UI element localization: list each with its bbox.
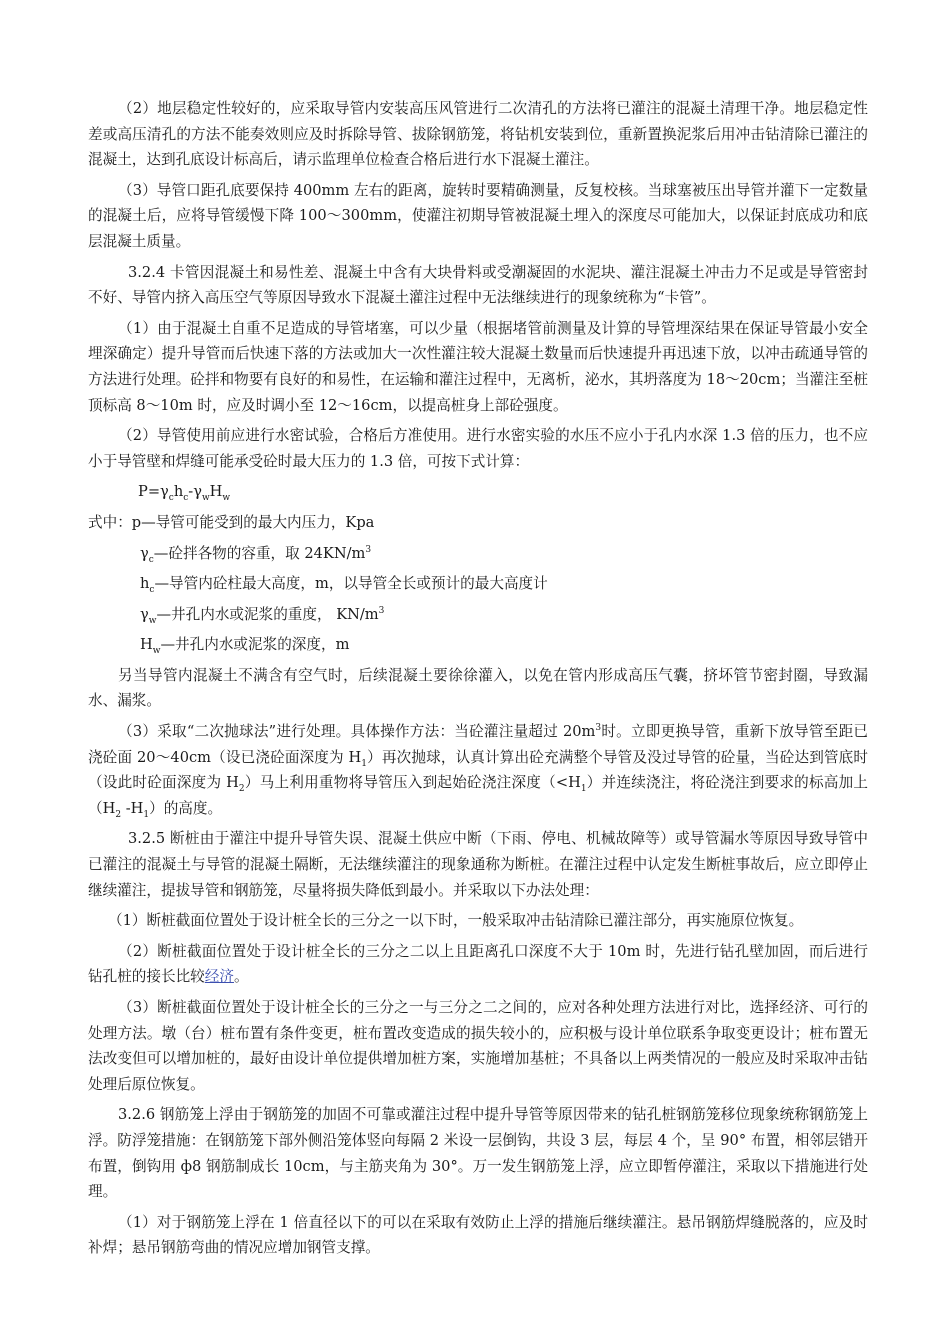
paragraph-clearing-method: （2）地层稳定性较好的，应采取导管内安装高压风管进行二次清孔的方法将已灌注的混凝土清理干净。地层稳定性差或高压清孔的方法不能奏效则应及时拆除导管、拔除钢筋笼，将钻机安装到位，重新置换泥浆后用冲击钻清除已灌注的混凝土，达到孔底设计标高后，请示监理单位检查合格后进行水下混凝土灌注。	[88, 100, 868, 169]
paragraph-conduit-distance: （3）导管口距孔底要保持 400mm 左右的距离，旋转时要精确测量，反复校核。当球塞被压出导管并灌下一定数量的混凝土后，应将导管缓慢下降 100～300mm，使灌注初期导管被混凝土埋入的深度尽可能加大，以保证封底成功和底层混凝土质量。	[88, 181, 868, 250]
paragraph-broken-pile-2: （2）断桩截面位置处于设计桩全长的三分之二以上且距离孔口深度不大于 10m 时，先进行钻孔壁加固，而后进行钻孔桩的接长比较经济。	[88, 942, 868, 986]
definition-hc: $h_c—$导管内砼柱最大高度，m，以导管全长或预计的最大高度计	[140, 575, 548, 595]
formula-where-line: 式中：p—导管可能受到的最大内压力，Kpa	[88, 513, 375, 531]
paragraph-broken-pile-3: （3）断桩截面位置处于设计桩全长的三分之一与三分之二之间的，应对各种处理方法进行对比，选择经济、可行的处理方法。墩（台）桩布置有条件变更，桩布置改变造成的损失较小的，应积极与设计单位联系争取变更设计；桩布置无法改变但可以增加桩的，最好由设计单位提供增加桩方案，实施增加基桩；不具备以上两类情况的一般应及时采取冲击钻处理后原位恢复。	[88, 999, 868, 1093]
section-3-2-6-cage-floating: 3.2.6 钢筋笼上浮由于钢筋笼的加固不可靠或灌注过程中提升导管等原因带来的钻孔桩钢筋笼移位现象统称钢筋笼上浮。防浮笼措施：在钢筋笼下部外侧沿笼体竖向每隔 2 米设一层倒钩，共设 3 层，每层 4 个，呈 90° 布置，相邻层错开布置，倒钩用 ф8 钢筋制成长 10cm，与主筋夹角为 30°。万一发生钢筋笼上浮，应立即暂停灌注，采取以下措施进行处理。	[88, 1106, 868, 1201]
definition-hw: $H_w—$井孔内水或泥浆的深度，m	[140, 636, 350, 657]
paragraph-air-in-conduit: 另当导管内混凝土不满含有空气时，后续混凝土要徐徐灌入，以免在管内形成高压气囊，挤坏管节密封圈，导致漏水、漏浆。	[88, 666, 868, 710]
definition-gamma-w: $\gamma_w—$井孔内水或泥浆的重度， $KN/m^3$	[140, 605, 385, 626]
paragraph-watertight-test: （2）导管使用前应进行水密试验，合格后方准使用。进行水密实验的水压不应小于孔内水深 1.3 倍的压力，也不应小于导管壁和焊缝可能承受砼时最大压力的 1.3 倍，可按下式计算：	[88, 427, 868, 470]
pressure-formula: $P=\gamma_ch_c-\gamma_wH_w$	[138, 483, 231, 504]
paragraph-blockage-remedy-1: （1）由于混凝土自重不足造成的导管堵塞，可以少量（根据堵管前测量及计算的导管埋深结果在保证导管最小安全埋深确定）提升导管而后快速下落的方法或加大一次性灌注较大混凝土数量而后快速提升再迅速下放，以冲击疏通导管的方法进行处理。砼拌和物要有良好的和易性，在运输和灌注过程中，无离析，泌水，其坍落度为 18～20cm；当灌注至桩顶标高 8～10m 时，应及时调小至 12～16cm，以提高桩身上部砼强度。	[88, 319, 868, 414]
definition-gamma-c: $\gamma_c—$砼拌各物的容重，取 $24KN/m^3$	[140, 544, 372, 565]
paragraph-cage-floating-1: （1）对于钢筋笼上浮在 1 倍直径以下的可以在采取有效防止上浮的措施后继续灌注。悬吊钢筋焊缝脱落的，应及时补焊；悬吊钢筋弯曲的情况应增加钢管支撑。	[88, 1213, 868, 1257]
document-page	[88, 96, 868, 1266]
economy-link[interactable]: 经济	[204, 968, 234, 986]
paragraph-broken-pile-1: （1）断桩截面位置处于设计桩全长的三分之一以下时，一般采取冲击钻清除已灌注部分，再实施原位恢复。	[108, 912, 804, 930]
section-3-2-5-broken-pile: 3.2.5 断桩由于灌注中提升导管失误、混凝土供应中断（下雨、停电、机械故障等）或导管漏水等原因导致导管中已灌注的混凝土与导管的混凝土隔断，无法继续灌注的现象通称为断桩。在灌注过程中认定发生断桩事故后，应立即停止继续灌注，提拔导管和钢筋笼，尽量将损失降低到最小。并采取以下办法处理：	[88, 830, 868, 899]
paragraph-second-ball-method: （3）采取“二次抛球法”进行处理。具体操作方法：当砼灌注量超过 $20m^3$时。立即更换导管，重新下放导管至距已浇砼面 20～40cm（设已浇砼面深度为 $H_1$）再次抛球，认真计算出砼充满整个导管及没过导管的砼量，当砼达到管底时（设此时砼面深度为 $H_2$）马上利用重物将导管压入到起始砼浇注深度$(<H_1)$并连续浇注，将砼浇注到要求的标高加上（$H_2$ $-H_1$）的高度。	[88, 723, 868, 820]
section-3-2-4-pipe-blockage: 3.2.4 卡管因混凝土和易性差、混凝土中含有大块骨料或受潮凝固的水泥块、灌注混凝土冲击力不足或是导管密封不好、导管内挤入高压空气等原因导致水下混凝土灌注过程中无法继续进行的现象统称为“卡管”。	[88, 263, 868, 307]
